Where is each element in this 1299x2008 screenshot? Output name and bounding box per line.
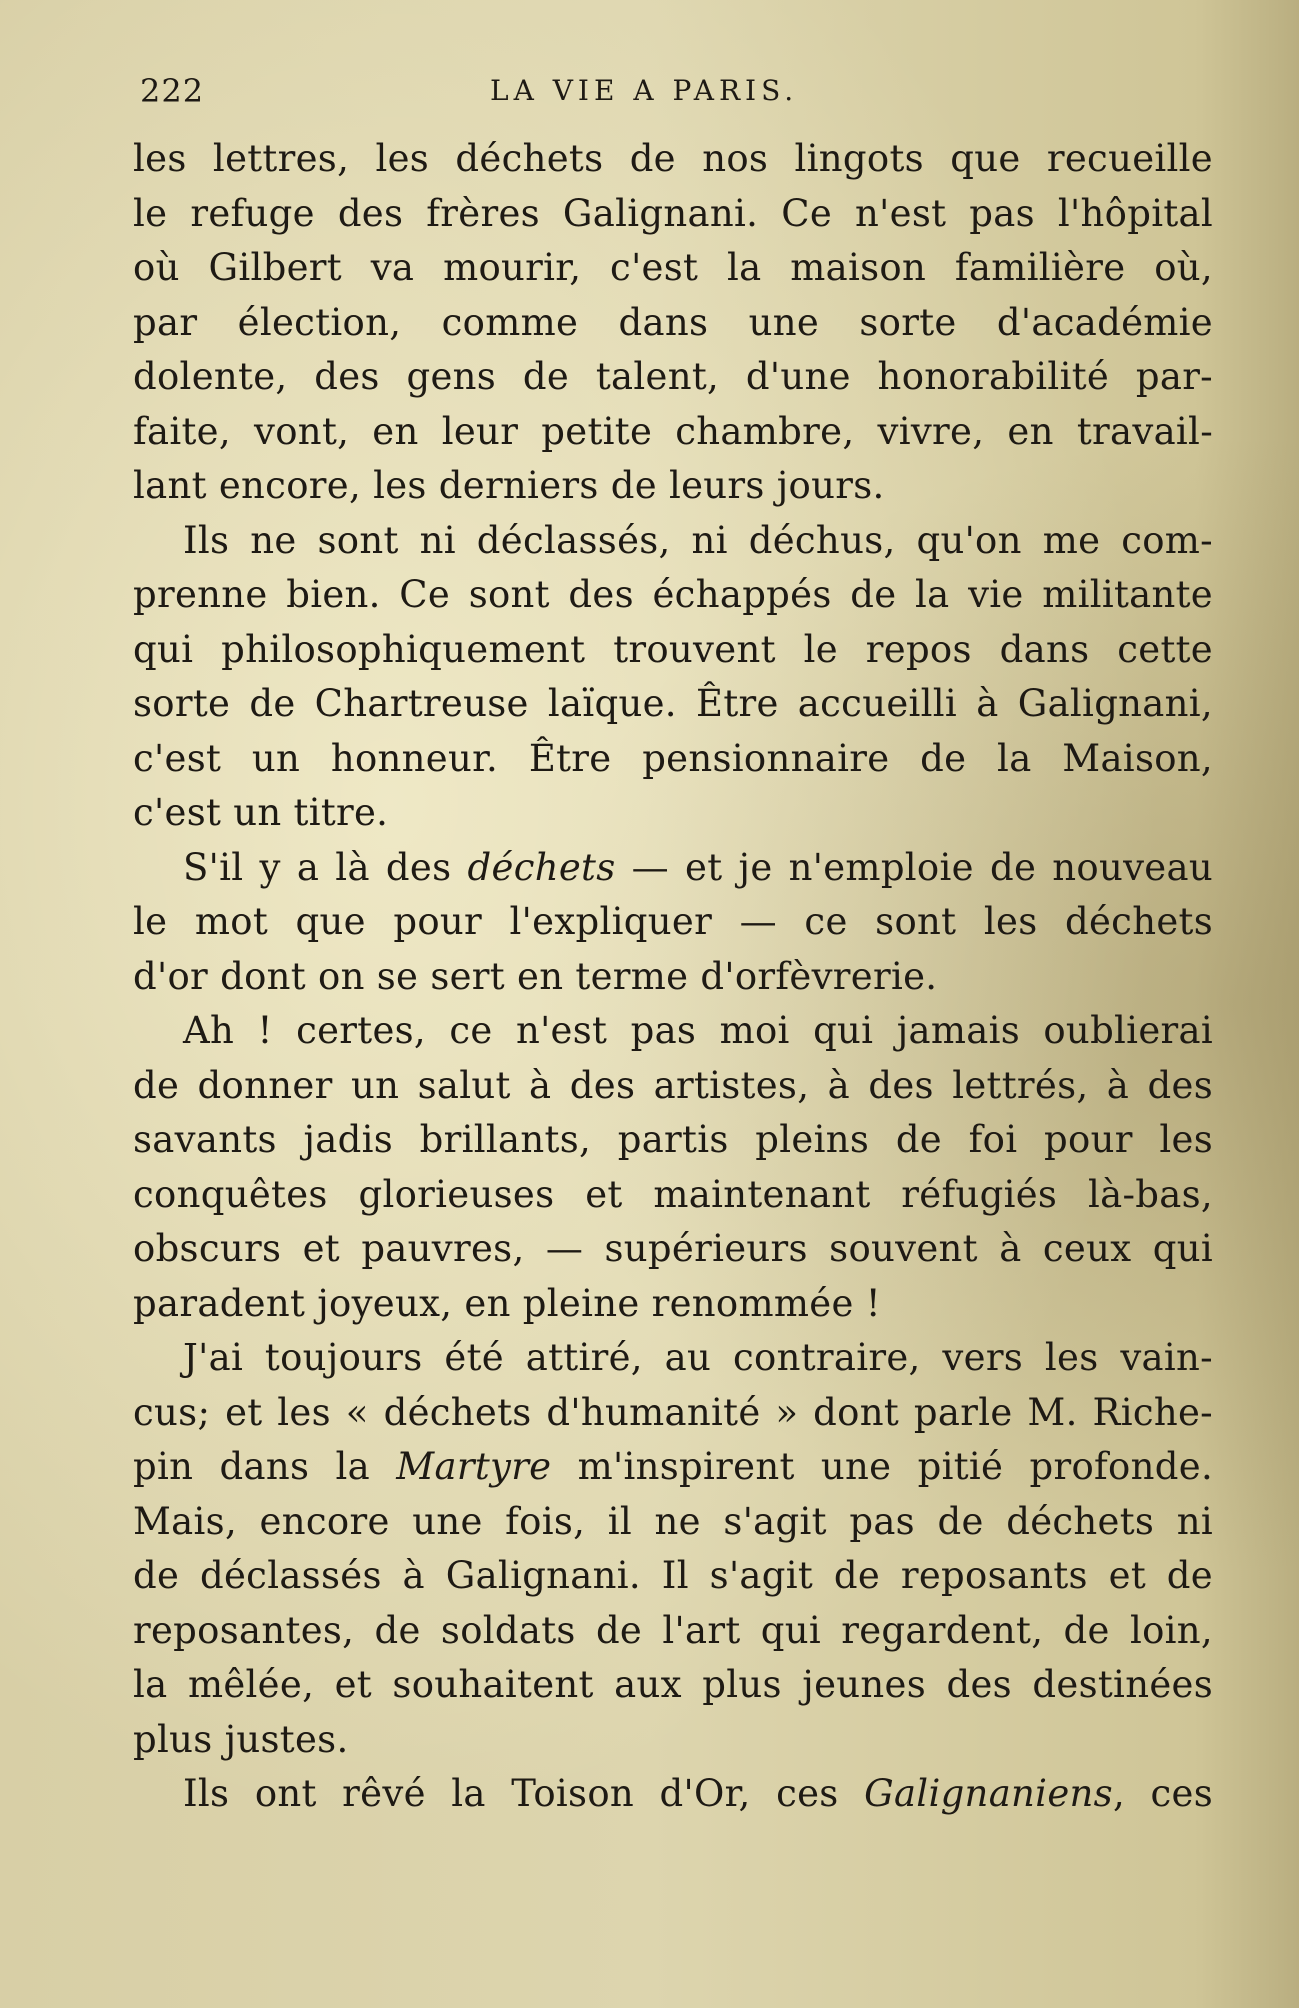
text-line xyxy=(133,623,1213,678)
text-segment: par élection, comme dans une sorte d'académie xyxy=(133,300,1213,344)
text-line xyxy=(133,350,1213,405)
text-segment: , ces xyxy=(1112,1772,1213,1815)
page-number: 222 xyxy=(140,72,205,110)
text-line xyxy=(133,405,1213,460)
text-segment: Ils ont rêvé la Toison d'Or, ces xyxy=(183,1772,865,1815)
text-segment: où Gilbert va mourir, c'est la maison familière où, xyxy=(133,246,1213,289)
text-segment: d'or dont on se sert en terme d'orfèvrerie. xyxy=(133,954,938,998)
text-segment: prenne bien. Ce sont des échappés de la vie militante xyxy=(133,573,1213,616)
text-segment: de déclassés à Galignani. Il s'agit de reposants et de xyxy=(133,1554,1213,1597)
text-segment: c'est un titre. xyxy=(133,791,389,834)
text-segment: conquêtes glorieuses et maintenant réfugiés là-bas, xyxy=(133,1172,1213,1216)
text-line xyxy=(133,677,1213,732)
text-segment: qui philosophiquement trouvent le repos dans cette xyxy=(133,627,1213,671)
text-segment: — et je n'emploie de nouveau xyxy=(615,845,1213,889)
body-text xyxy=(133,132,1213,1822)
text-segment: J'ai toujours été attiré, au contraire, vers les vain- xyxy=(183,1336,1213,1379)
text-line xyxy=(133,841,1213,896)
text-segment: le refuge des frères Galignani. Ce n'est pas l'hôpital xyxy=(133,191,1213,235)
text-segment: lant encore, les derniers de leurs jours. xyxy=(133,464,885,507)
text-segment: pin dans la xyxy=(133,1445,397,1488)
text-line xyxy=(133,1059,1213,1114)
text-line xyxy=(133,514,1213,569)
text-segment: sorte de Chartreuse laïque. Être accueilli à Galignani, xyxy=(133,682,1213,725)
text-line xyxy=(133,1713,1213,1768)
text-line xyxy=(133,895,1213,950)
text-line xyxy=(133,1495,1213,1550)
text-line xyxy=(133,1767,1213,1822)
text-segment: Ils ne sont ni déclassés, ni déchus, qu'on me com- xyxy=(183,518,1213,562)
text-line xyxy=(133,187,1213,242)
text-segment: Ah ! certes, ce n'est pas moi qui jamais oublierai xyxy=(183,1009,1213,1052)
text-segment: de donner un salut à des artistes, à des lettrés, à des xyxy=(133,1063,1213,1107)
text-line xyxy=(133,459,1213,514)
text-segment: savants jadis brillants, partis pleins de foi pour les xyxy=(133,1118,1213,1161)
page-header xyxy=(0,66,1299,116)
text-segment: obscurs et pauvres, — supérieurs souvent à ceux qui xyxy=(133,1227,1213,1270)
running-title: LA VIE A PARIS. xyxy=(490,74,799,107)
text-line xyxy=(133,241,1213,296)
text-segment: reposantes, de soldats de l'art qui regardent, de loin, xyxy=(133,1608,1213,1652)
text-segment: cus; et les « déchets d'humanité » dont parle M. Riche- xyxy=(133,1390,1213,1434)
italic-text: déchets xyxy=(467,845,616,889)
text-segment: la mêlée, et souhaitent aux plus jeunes des destinées xyxy=(133,1663,1213,1706)
text-segment: faite, vont, en leur petite chambre, vivre, en travail- xyxy=(133,409,1213,453)
text-line xyxy=(133,1549,1213,1604)
text-line xyxy=(133,296,1213,351)
text-line xyxy=(133,1440,1213,1495)
text-line xyxy=(133,1277,1213,1332)
text-line xyxy=(133,1331,1213,1386)
text-segment: paradent joyeux, en pleine renommée ! xyxy=(133,1281,881,1325)
text-segment: S'il y a là des xyxy=(183,845,468,889)
text-line xyxy=(133,732,1213,787)
text-line xyxy=(133,1168,1213,1223)
italic-text: Galignaniens xyxy=(864,1772,1113,1815)
text-segment: c'est un honneur. Être pensionnaire de la Maison, xyxy=(133,736,1213,780)
text-line xyxy=(133,568,1213,623)
text-line xyxy=(133,1004,1213,1059)
text-line xyxy=(133,1386,1213,1441)
text-segment: plus justes. xyxy=(133,1717,349,1761)
text-line xyxy=(133,786,1213,841)
text-line xyxy=(133,132,1213,187)
text-segment: le mot que pour l'expliquer — ce sont les déchets xyxy=(133,900,1213,943)
text-line xyxy=(133,1604,1213,1659)
text-segment: les lettres, les déchets de nos lingots que recueille xyxy=(133,137,1213,180)
text-line xyxy=(133,1113,1213,1168)
text-line xyxy=(133,950,1213,1005)
italic-text: Martyre xyxy=(396,1445,552,1488)
text-line xyxy=(133,1222,1213,1277)
text-line xyxy=(133,1658,1213,1713)
text-segment: m'inspirent une pitié profonde. xyxy=(551,1445,1214,1488)
text-segment: Mais, encore une fois, il ne s'agit pas de déchets ni xyxy=(133,1499,1213,1543)
text-segment: dolente, des gens de talent, d'une honorabilité par- xyxy=(133,355,1213,398)
